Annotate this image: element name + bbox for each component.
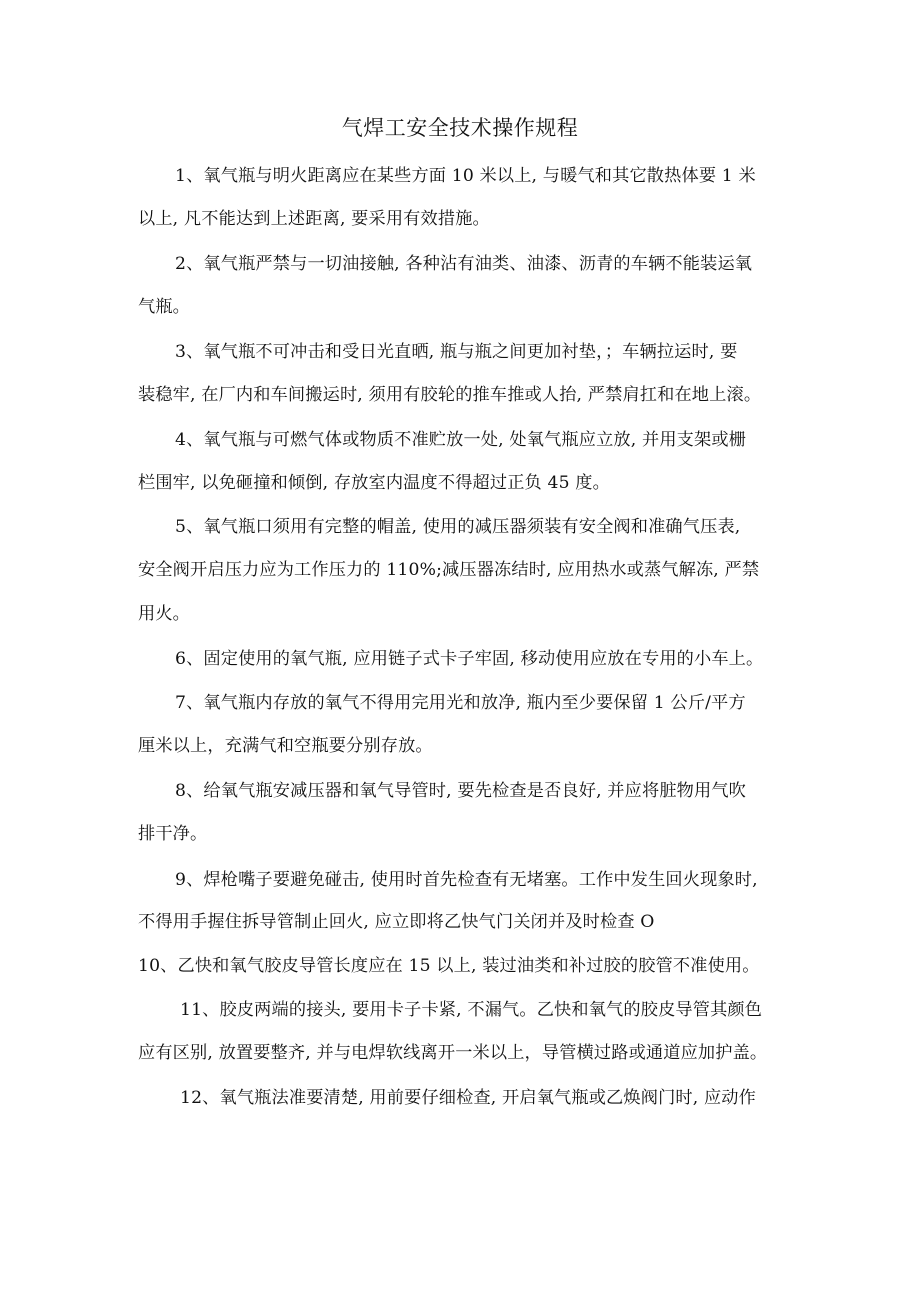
paragraph-line: 排干净。 (138, 824, 208, 844)
paragraph-line: 10、乙快和氧气胶皮导管长度应在 15 以上, 装过油类和补过胶的胶管不准使用。 (138, 956, 760, 976)
paragraph-line: 以上, 凡不能达到上述距离, 要采用有效措施。 (138, 209, 490, 229)
paragraph-line: 1、氧气瓶与明火距离应在某些方面 10 米以上, 与暖气和其它散热体要 1 米 (175, 166, 756, 186)
paragraph-line: 9、焊枪嘴子要避免碰击, 使用时首先检查有无堵塞。工作中发生回火现象时, (175, 870, 758, 890)
paragraph-line: 11、胶皮两端的接头, 要用卡子卡紧, 不漏气。乙快和氧气的胶皮导管其颜色 (180, 1000, 763, 1020)
paragraph-line: 栏围牢, 以免砸撞和倾倒, 存放室内温度不得超过正负 45 度。 (138, 473, 610, 493)
document-title: 气焊工安全技术操作规程 (341, 116, 579, 140)
paragraph-line: 3、氧气瓶不可冲击和受日光直晒, 瓶与瓶之间更加衬垫，；车辆拉运时, 要 (175, 342, 738, 362)
paragraph-line: 用火。 (138, 604, 191, 624)
paragraph-line: 装稳牢, 在厂内和车间搬运时, 须用有胶轮的推车推或人抬, 严禁肩扛和在地上滚。 (138, 385, 762, 405)
paragraph-line: 2、氧气瓶严禁与一切油接触, 各种沾有油类、油漆、沥青的车辆不能装运氧 (175, 254, 753, 274)
paragraph-line: 8、给氧气瓶安减压器和氧气导管时, 要先检查是否良好, 并应将脏物用气吹 (175, 781, 747, 801)
paragraph-line: 不得用手握住拆导管制止回火, 应立即将乙快气门关闭并及时检查 O (138, 912, 655, 932)
paragraph-line: 气瓶。 (138, 297, 191, 317)
paragraph-line: 5、氧气瓶口须用有完整的帽盖, 使用的减压器须装有安全阀和准确气压表, (175, 517, 741, 537)
paragraph-line: 应有区别, 放置要整齐, 并与电焊软线离开一米以上，导管横过路或通道应加护盖。 (138, 1043, 768, 1063)
paragraph-line: 12、氧气瓶法准要清楚, 用前要仔细检查, 开启氧气瓶或乙焕阀门时, 应动作 (180, 1088, 756, 1108)
paragraph-line: 7、氧气瓶内存放的氧气不得用完用光和放净, 瓶内至少要保留 1 公斤/平方 (175, 693, 746, 713)
paragraph-line: 安全阀开启压力应为工作压力的 110%;减压器冻结时, 应用热水或蒸气解冻, 严禁 (138, 560, 760, 580)
paragraph-line: 6、固定使用的氧气瓶, 应用链子式卡子牢固, 移动使用应放在专用的小车上。 (175, 649, 764, 669)
paragraph-line: 厘米以上，充满气和空瓶要分别存放。 (138, 736, 433, 756)
paragraph-line: 4、氧气瓶与可燃气体或物质不准贮放一处, 处氧气瓶应立放, 并用支架或栅 (175, 430, 747, 450)
